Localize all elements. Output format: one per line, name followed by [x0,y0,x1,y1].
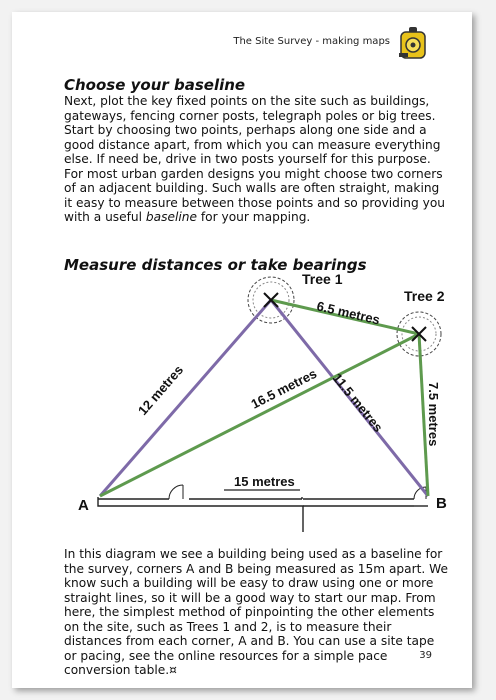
site-survey-diagram [64,272,454,532]
a-tree2-label: 16.5 metres [248,365,320,412]
section-heading-measure: Measure distances or take bearings [64,256,367,274]
baseline-label: 15 metres [234,474,295,489]
point-b-label: B [436,495,447,512]
tree-2-label: Tree 2 [404,288,445,304]
page-number: 39 [419,650,432,661]
body-paragraph: In this diagram we see a building being used as a baseline for the survey, corners A and B being measured as 15m apart. We know such a building will be easy to draw using one or more straight lines, so it will be a good way to start our map. From here, the simplest method of pinpointing the other elements on the site, such as Trees 1 and 2, is to measure their distances from each corner, A and B. You can use a site tape or pacing, see the online resources for a simple pace conversion table.¤ [64,547,449,677]
line-a-to-tree1 [100,300,271,496]
paragraph-text: Next, plot the key fixed points on the site such as buildings, gateways, fencing corner posts, telegraph poles or big trees. Start by choosing two points, perhaps along one side and a good distance apart, from which you can measure everything else. If need be, drive in two posts yourself for this purpose. For most urban garden designs you might choose two corners of an adjacent building. Such walls are often straight, making it easy to measure between those points and so providing you with a useful [64,94,446,224]
baseline-emphasis: baseline [145,210,197,224]
b-tree2-label: 7.5 metres [426,382,441,447]
section-heading-baseline: Choose your baseline [64,76,246,94]
building-outline [98,485,428,532]
paragraph-text-end: for your mapping. [196,210,311,224]
b-tree1-label: 11.5 metres [329,370,386,435]
book-page [12,12,472,688]
baseline-paragraph [64,94,448,225]
point-a-label: A [78,497,89,514]
a-tree1-label: 12 metres [134,362,187,418]
tree-1-label: Tree 1 [302,272,343,287]
tree1-tree2-label: 6.5 metres [315,298,382,328]
tape-measure-icon [398,26,428,60]
running-header: The Site Survey - making maps [233,36,390,47]
